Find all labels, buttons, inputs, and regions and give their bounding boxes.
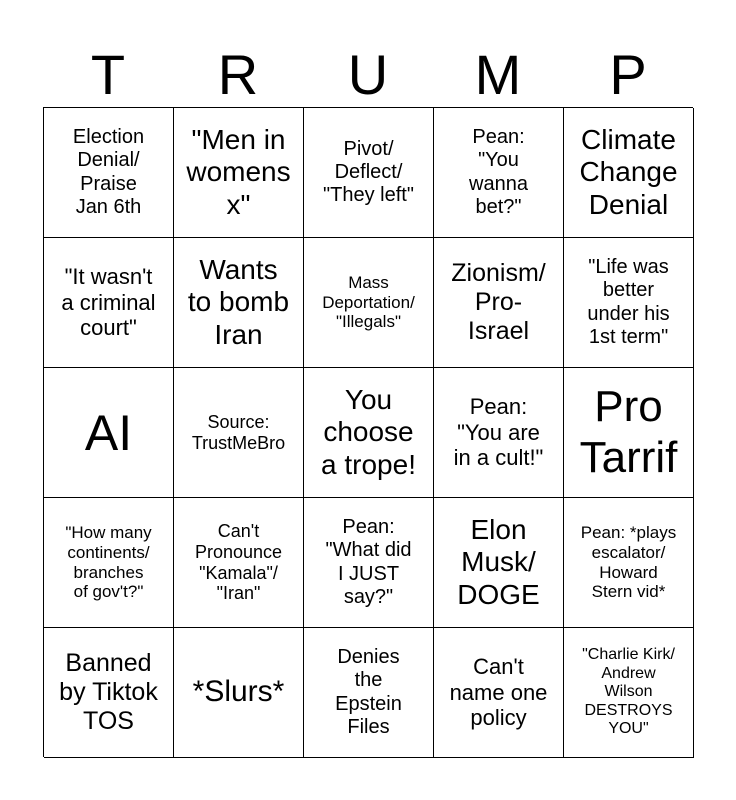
bingo-cell[interactable]: "How many continents/ branches of gov't?" — [44, 498, 174, 628]
bingo-cell[interactable]: "Men in womens x" — [174, 108, 304, 238]
bingo-cell[interactable]: *Slurs* — [174, 628, 304, 758]
bingo-cell[interactable]: "It wasn't a criminal court" — [44, 238, 174, 368]
bingo-header — [43, 44, 693, 106]
header-letter-p: P — [609, 43, 647, 106]
bingo-cell[interactable]: Denies the Epstein Files — [304, 628, 434, 758]
bingo-cell[interactable]: Pean: "You are in a cult!" — [434, 368, 564, 498]
bingo-cell[interactable]: Elon Musk/ DOGE — [434, 498, 564, 628]
header-letter-r: R — [217, 43, 259, 106]
bingo-cell[interactable]: Banned by Tiktok TOS — [44, 628, 174, 758]
bingo-cell[interactable]: Wants to bomb Iran — [174, 238, 304, 368]
bingo-cell[interactable]: AI — [44, 368, 174, 498]
bingo-cell[interactable]: Can't Pronounce "Kamala"/ "Iran" — [174, 498, 304, 628]
bingo-cell[interactable]: Pean: "You wanna bet?" — [434, 108, 564, 238]
bingo-cell[interactable]: Election Denial/ Praise Jan 6th — [44, 108, 174, 238]
bingo-cell[interactable]: Zionism/ Pro- Israel — [434, 238, 564, 368]
bingo-cell[interactable]: Pro Tarrif — [564, 368, 694, 498]
bingo-cell[interactable]: Climate Change Denial — [564, 108, 694, 238]
bingo-cell[interactable]: Source: TrustMeBro — [174, 368, 304, 498]
bingo-cell[interactable]: "Charlie Kirk/ Andrew Wilson DESTROYS YOU" — [564, 628, 694, 758]
bingo-cell[interactable]: "Life was better under his 1st term" — [564, 238, 694, 368]
header-letter-t: T — [90, 43, 126, 106]
bingo-cell[interactable]: Mass Deportation/ "Illegals" — [304, 238, 434, 368]
bingo-board — [43, 107, 693, 757]
bingo-cell[interactable]: You choose a trope! — [304, 368, 434, 498]
header-letter-m: M — [474, 43, 522, 106]
bingo-cell[interactable]: Pean: "What did I JUST say?" — [304, 498, 434, 628]
header-letter-u: U — [347, 43, 389, 106]
bingo-cell[interactable]: Pivot/ Deflect/ "They left" — [304, 108, 434, 238]
bingo-cell[interactable]: Pean: *plays escalator/ Howard Stern vid* — [564, 498, 694, 628]
bingo-cell[interactable]: Can't name one policy — [434, 628, 564, 758]
